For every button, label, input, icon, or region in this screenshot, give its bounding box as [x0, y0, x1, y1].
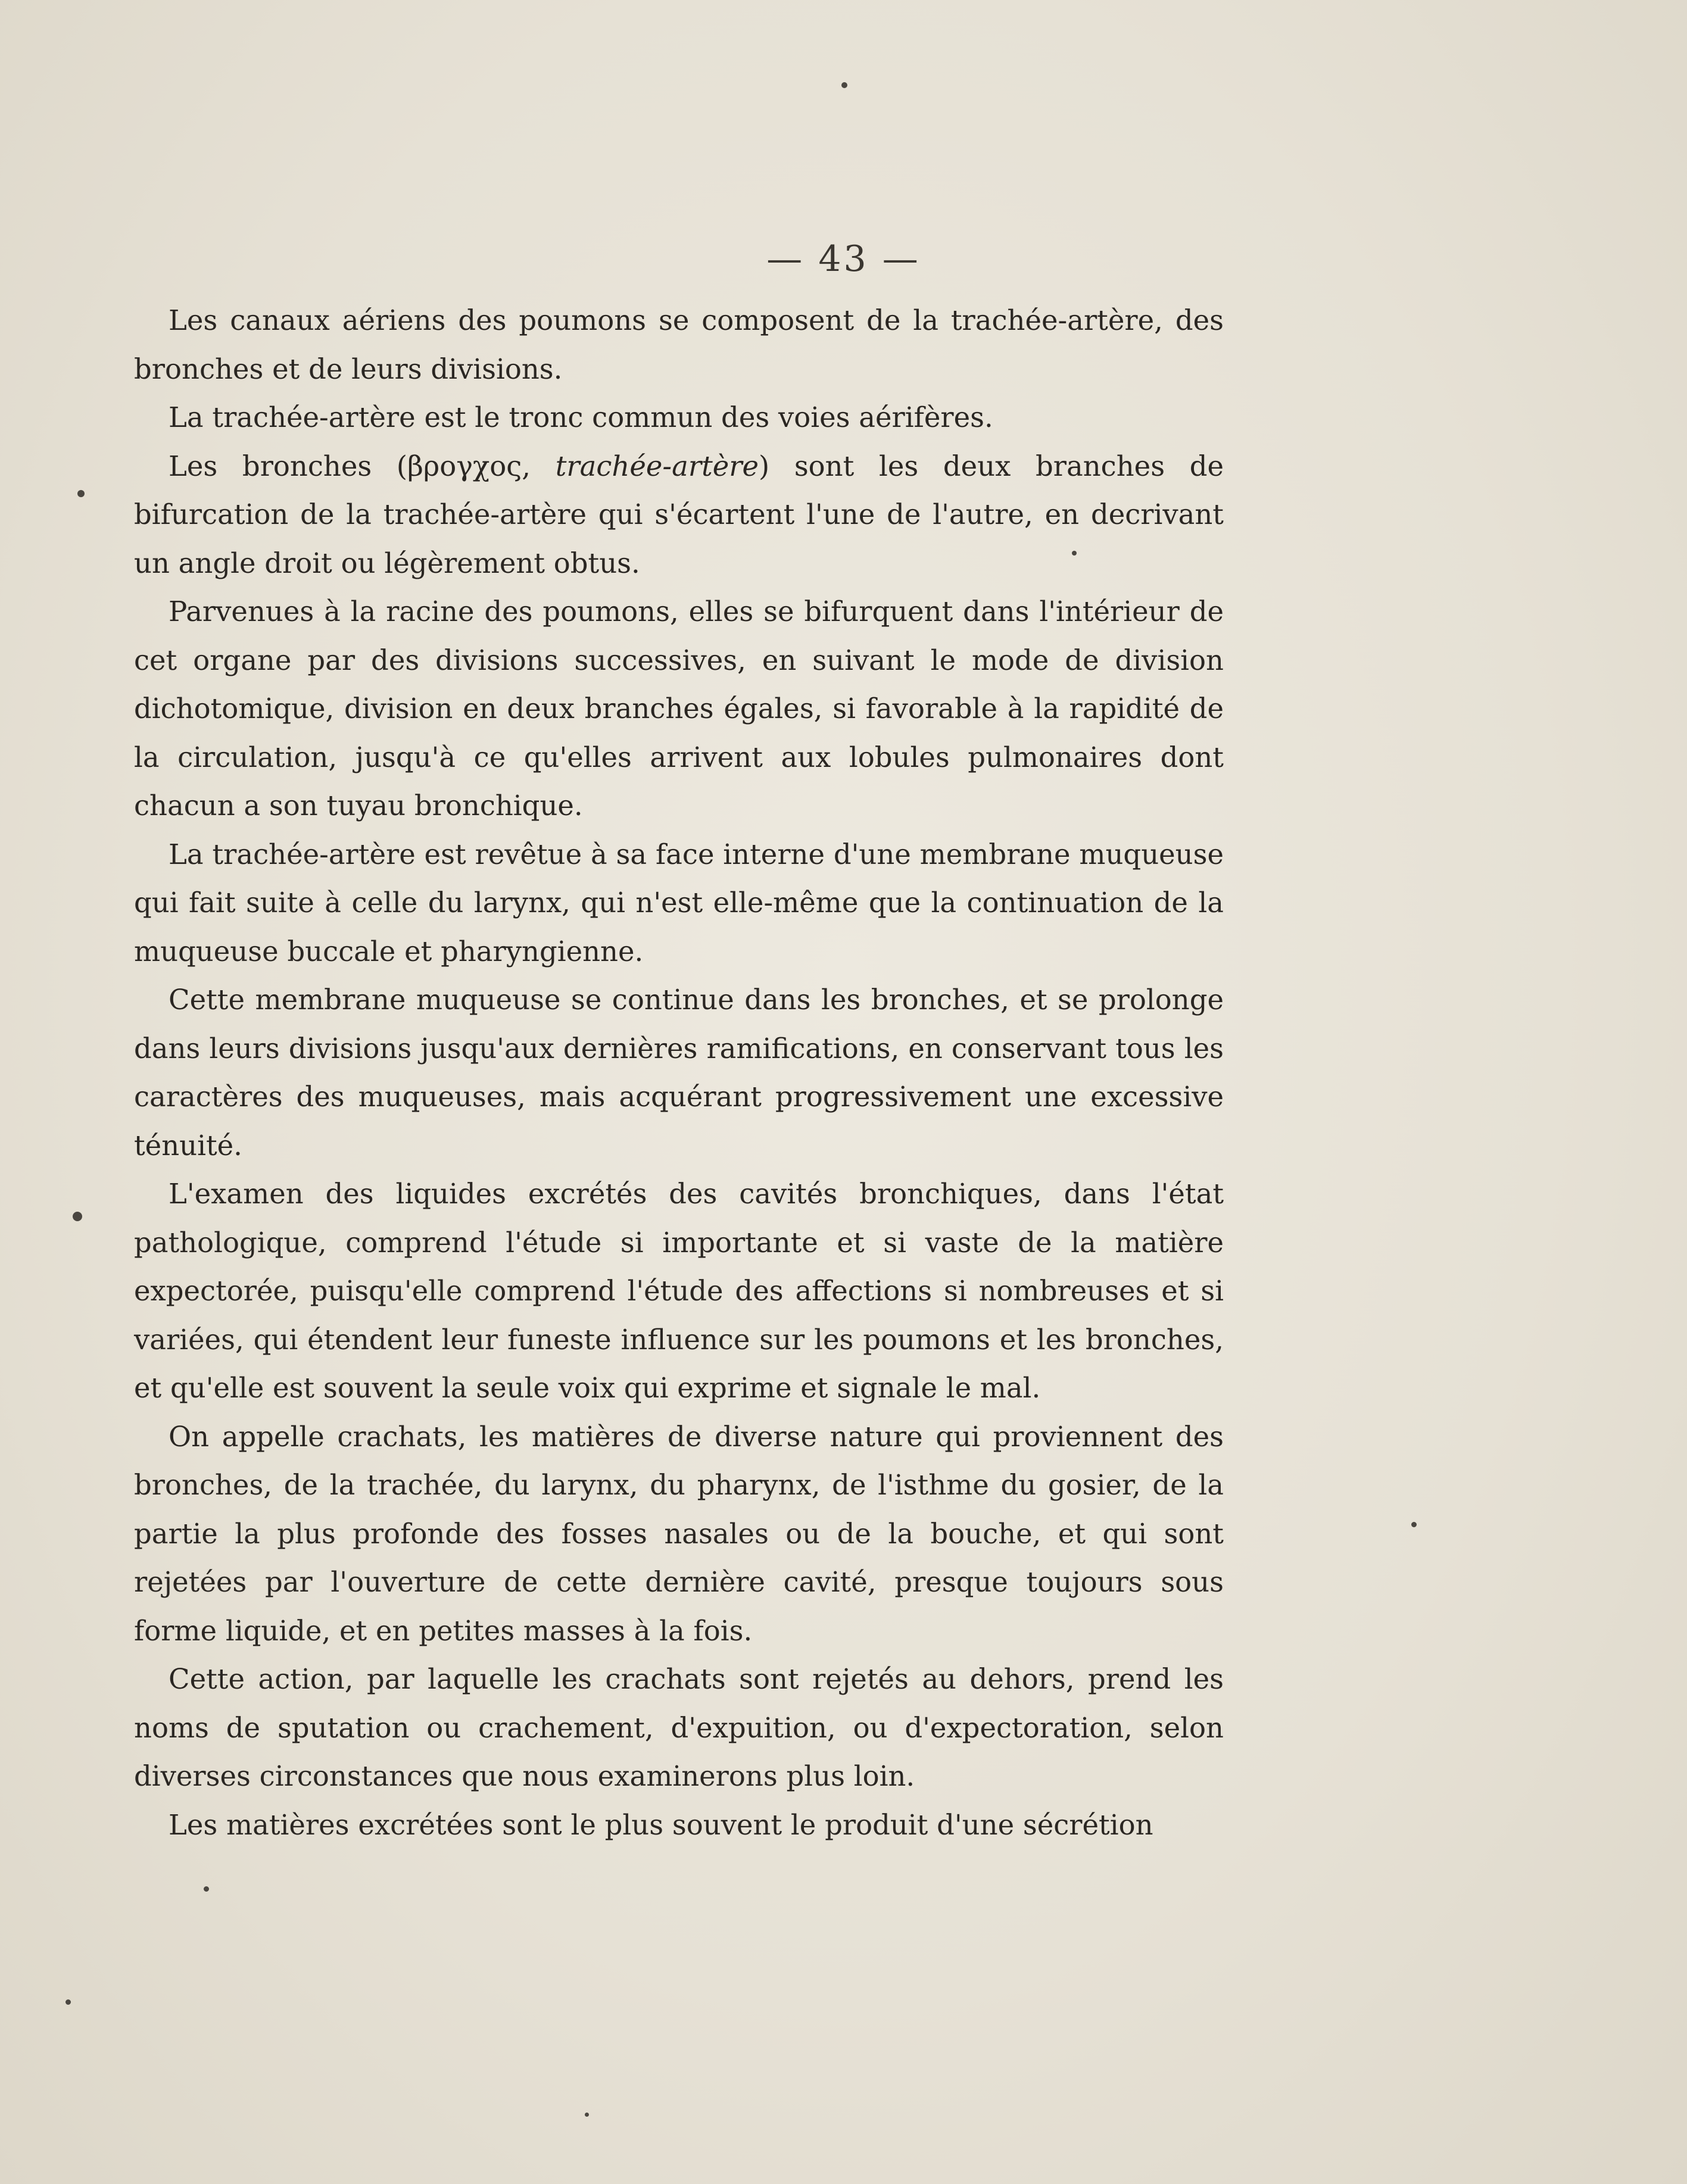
page-number: — 43 — — [766, 238, 921, 280]
paper-speck — [73, 1212, 82, 1221]
paper-speck — [204, 1886, 209, 1892]
paragraph: L'examen des liquides excrétés des cavités bronchiques, dans l'état pathologique, comprend l'étude si importante et si vaste de la matière expectorée, puisqu'elle comprend l'étude des affections si nombreuses et si variées, qui étendent leur funeste influence sur les poumons et les bronches, et qu'elle est souvent la seule voix qui exprime et signale le mal. — [134, 1178, 1224, 1404]
paragraph: Parvenues à la racine des poumons, elles se bifurquent dans l'intérieur de cet organe par des divisions successives, en suivant le mode de division dichotomique, division en deux branches égales, si favorable à la rapidité de la circulation, jusqu'à ce qu'elles arrivent aux lobules pulmonaires dont chacun a son tuyau bronchique. — [134, 595, 1224, 822]
paragraph: La trachée-artère est le tronc commun des voies aérifères. — [169, 401, 993, 433]
paper-speck — [841, 82, 847, 88]
paper-speck — [77, 490, 85, 497]
paper-speck — [585, 2113, 589, 2117]
paragraph: On appelle crachats, les matières de diverse nature qui proviennent des bronches, de la trachée, du larynx, du pharynx, de l'isthme du gosier, de la partie la plus profonde des fosses nasales ou de la bouche, et qui sont rejetées par l'ouverture de cette dernière cavité, presque toujours sous forme liquide, et en petites masses à la fois. — [134, 1420, 1224, 1647]
greek-word: βρογχος — [407, 450, 522, 482]
paragraph: La trachée-artère est revêtue à sa face interne d'une membrane muqueuse qui fait suite à celle du larynx, qui n'est elle-même que la continuation de la muqueuse buccale et pharyngienne. — [134, 838, 1224, 968]
paragraph: Les matières excrétées sont le plus souvent le produit d'une sécrétion — [169, 1808, 1153, 1841]
italic-term: trachée-artère — [555, 450, 759, 482]
paragraph-text: , — [522, 450, 556, 482]
paper-speck — [1411, 1522, 1417, 1527]
paragraph-text: Les bronches ( — [169, 450, 408, 482]
paragraph: Les canaux aériens des poumons se composent de la trachée-artère, des bronches et de leurs divisions. — [134, 304, 1224, 385]
paragraph-text: ) sont les deux branches de bifurcation de la trachée-artère qui s'écartent l'une de l'autre, en decrivant un angle droit ou légèrement obtus. — [134, 450, 1224, 579]
paper-speck — [66, 1999, 71, 2005]
paragraph: Cette membrane muqueuse se continue dans les bronches, et se prolonge dans leurs divisions jusqu'aux dernières ramifications, en conservant tous les caractères des muqueuses, mais acquérant progressivement une excessive ténuité. — [134, 984, 1224, 1162]
body-text — [134, 297, 1224, 1849]
paragraph — [134, 442, 1224, 588]
paragraph: Cette action, par laquelle les crachats sont rejetés au dehors, prend les noms de sputation ou crachement, d'expuition, ou d'expectoration, selon diverses circonstances que nous examinerons plus loin. — [134, 1663, 1224, 1792]
